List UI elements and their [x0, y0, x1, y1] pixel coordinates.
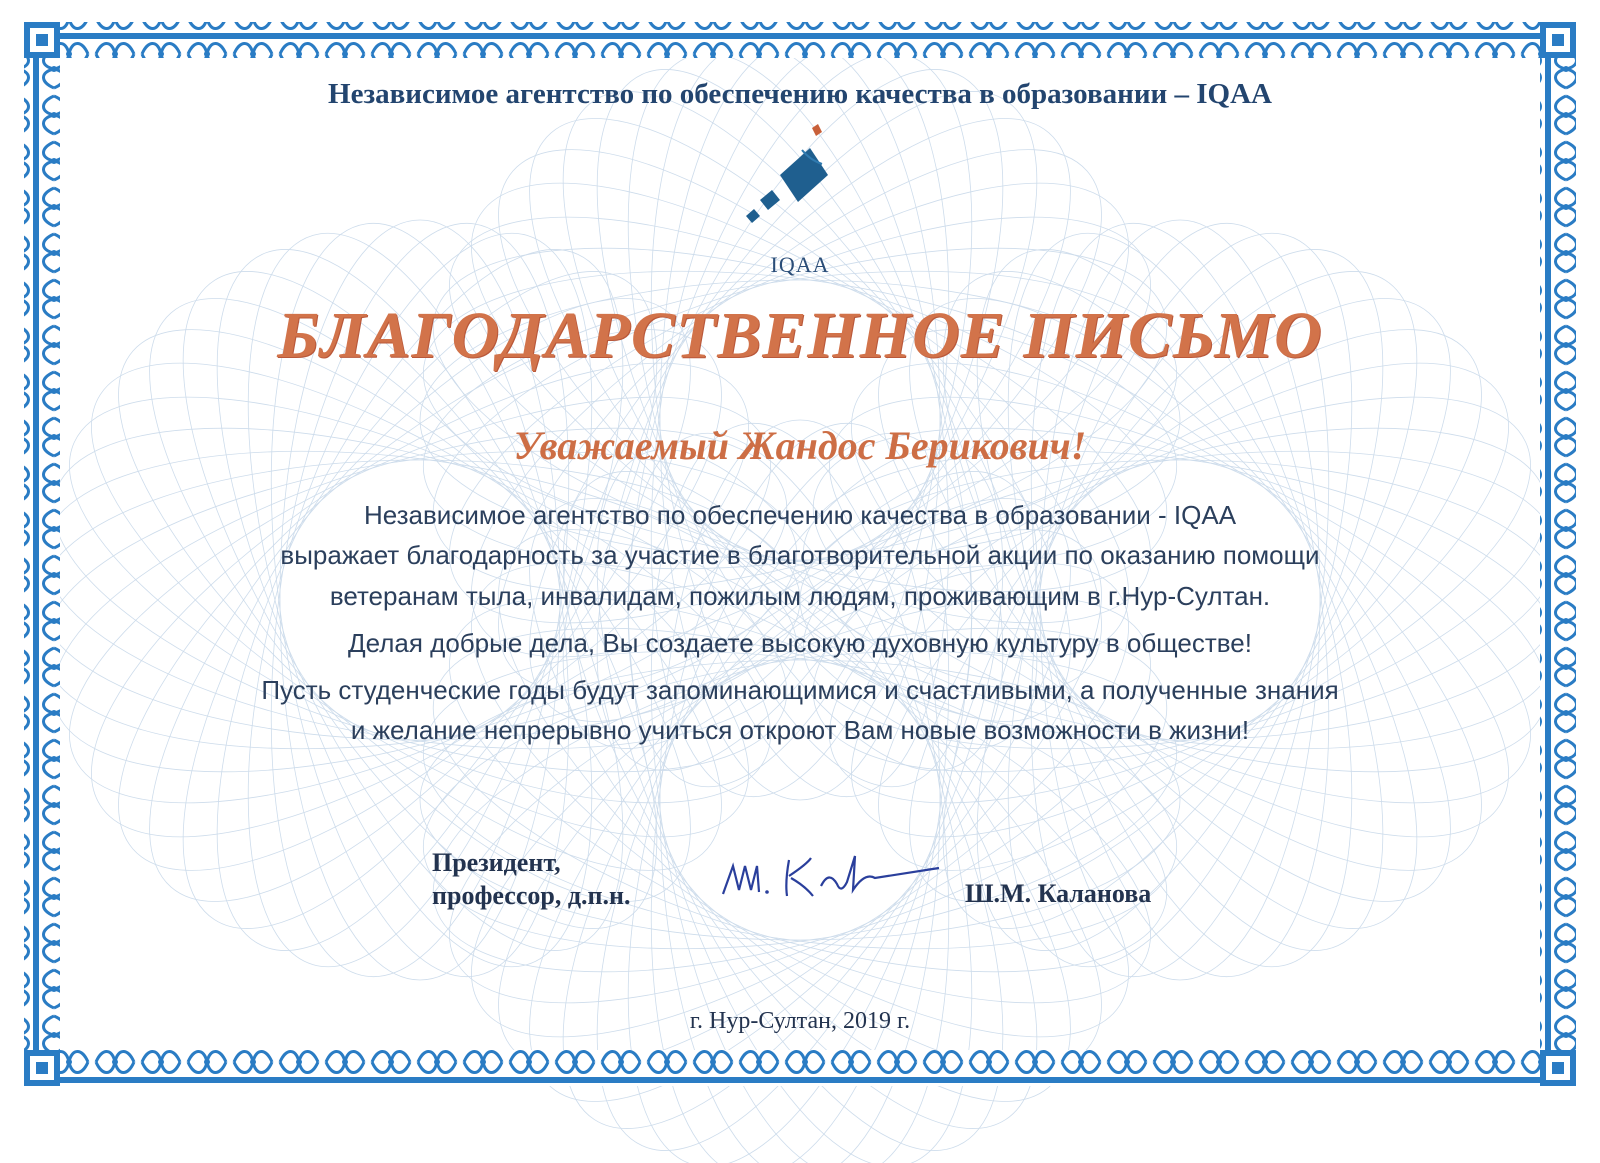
place-date: г. Нур-Султан, 2019 г.	[689, 1008, 911, 1034]
body-line: Независимое агентство по обеспечению качества в образовании - IQAA	[363, 500, 1237, 530]
greeting: Уважаемый Жандос Берикович!	[513, 423, 1087, 468]
body-line: Пусть студенческие годы будут запоминающимися и счастливыми, а полученные знания	[261, 675, 1339, 705]
handwritten-signature	[715, 842, 945, 912]
body-line: выражает благодарность за участие в благотворительной акции по оказанию помощи	[280, 540, 1320, 570]
body-line: Делая добрые дела, Вы создаете высокую духовную культуру в обществе!	[348, 628, 1252, 658]
signer-name: Ш.М. Каланова	[965, 879, 1152, 908]
agency-header: Независимое агентство по обеспечению качества в образовании – IQAA	[328, 78, 1272, 110]
body-line: и желание непрерывно учиться откроют Вам новые возможности в жизни!	[350, 715, 1250, 745]
signer-role: Президент,	[432, 848, 561, 877]
signer-title: профессор, д.п.н.	[432, 881, 631, 910]
iqaa-logo-icon	[730, 120, 850, 250]
certificate-title: БЛАГОДАРСТВЕННОЕ ПИСЬМО	[277, 299, 1323, 372]
body-line: ветеранам тыла, инвалидам, пожилым людям, проживающим в г.Нур-Султан.	[329, 581, 1271, 611]
logo-text: IQAA	[770, 252, 830, 277]
